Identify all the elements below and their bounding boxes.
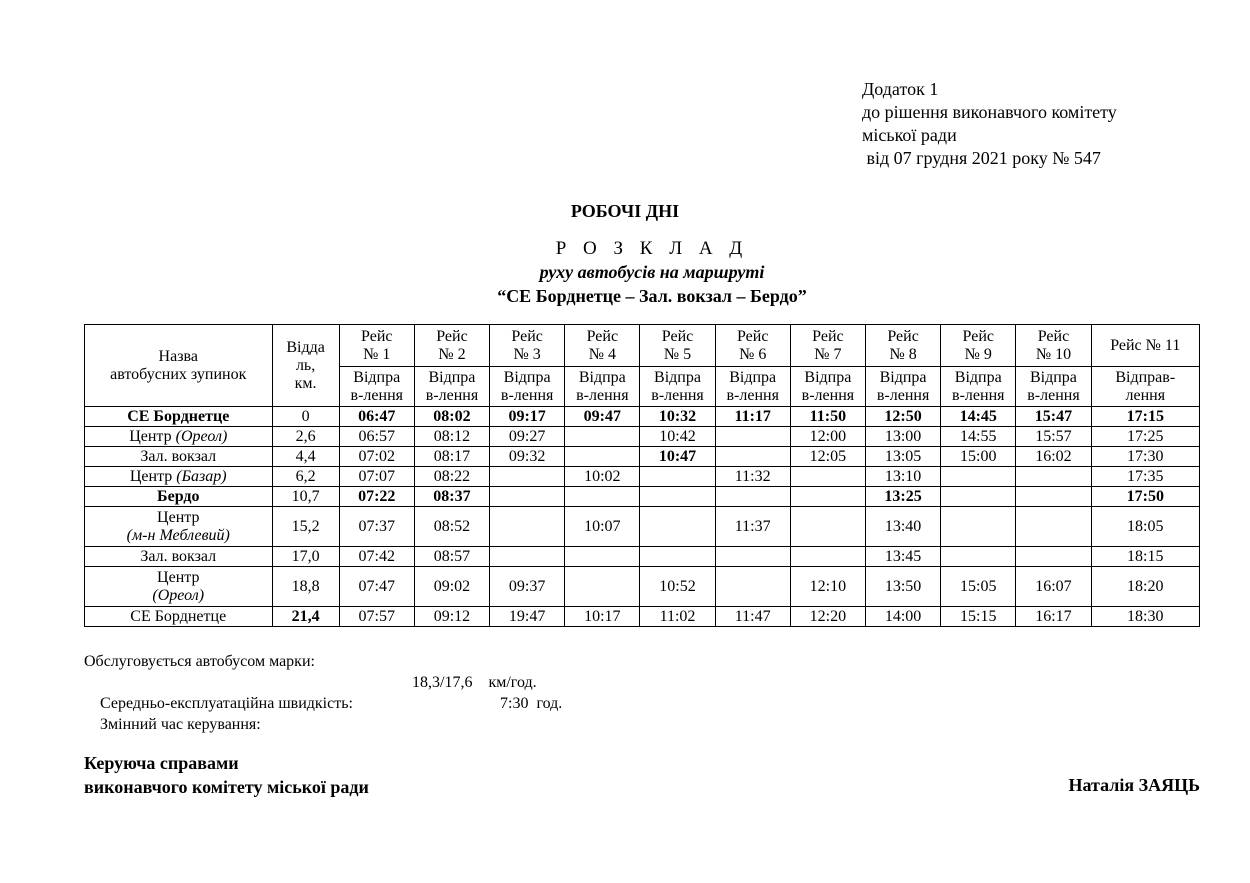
departure-time — [715, 487, 790, 507]
departure-time: 08:52 — [414, 507, 489, 547]
departure-header: Відпра в-лення — [790, 367, 865, 407]
departure-time: 07:37 — [339, 507, 414, 547]
table-row — [85, 407, 1200, 427]
departure-time — [1016, 547, 1091, 567]
annex-line-2: до рішення виконавчого комітету — [862, 102, 1117, 122]
departure-time: 11:47 — [715, 607, 790, 627]
departure-time: 07:07 — [339, 467, 414, 487]
signature-title-line-1: Керуюча справами — [84, 753, 239, 773]
departure-time — [715, 427, 790, 447]
departure-time: 12:05 — [790, 447, 865, 467]
departure-time — [490, 467, 565, 487]
stop-name: СЕ Борднетце — [85, 407, 273, 427]
notes-block — [84, 651, 563, 733]
departure-time: 09:27 — [490, 427, 565, 447]
departure-time: 12:50 — [865, 407, 940, 427]
bus-brand-label: Обслуговується автобусом марки: — [84, 653, 315, 670]
departure-time: 08:17 — [414, 447, 489, 467]
trip-header-3: Рейс № 3 — [490, 325, 565, 367]
departure-time: 12:20 — [790, 607, 865, 627]
departure-time — [565, 427, 640, 447]
trip-header-4: Рейс № 4 — [565, 325, 640, 367]
departure-time: 15:57 — [1016, 427, 1091, 447]
shift-time-value: 7:30 год. — [500, 695, 563, 712]
departure-time — [941, 547, 1016, 567]
departure-time: 11:02 — [640, 607, 715, 627]
departure-time: 10:17 — [565, 607, 640, 627]
distance-km: 10,7 — [272, 487, 339, 507]
departure-time: 10:52 — [640, 567, 715, 607]
trip-header-5: Рейс № 5 — [640, 325, 715, 367]
table-row — [85, 467, 1200, 487]
departure-header: Відпра в-лення — [865, 367, 940, 407]
trip-header-8: Рейс № 8 — [865, 325, 940, 367]
departure-time — [565, 567, 640, 607]
distance-km: 18,8 — [272, 567, 339, 607]
departure-time: 16:17 — [1016, 607, 1091, 627]
distance-km: 4,4 — [272, 447, 339, 467]
departure-time: 17:30 — [1091, 447, 1199, 467]
departure-header: Відпра в-лення — [1016, 367, 1091, 407]
departure-time: 19:47 — [490, 607, 565, 627]
departure-time: 13:05 — [865, 447, 940, 467]
departure-time: 10:47 — [640, 447, 715, 467]
table-row — [85, 607, 1200, 627]
departure-time: 08:12 — [414, 427, 489, 447]
departure-time — [565, 487, 640, 507]
trip-header-7: Рейс № 7 — [790, 325, 865, 367]
departure-time — [790, 507, 865, 547]
departure-time: 07:02 — [339, 447, 414, 467]
departure-time: 08:02 — [414, 407, 489, 427]
departure-time: 07:47 — [339, 567, 414, 607]
shift-time-label: Змінний час керування: — [100, 716, 261, 733]
schedule-subtitle: руху автобусів на маршруті — [539, 262, 765, 282]
departure-time: 10:07 — [565, 507, 640, 547]
departure-time — [490, 487, 565, 507]
departure-time — [941, 507, 1016, 547]
departure-header: Відпра в-лення — [339, 367, 414, 407]
distance-km: 17,0 — [272, 547, 339, 567]
trip-header-6: Рейс № 6 — [715, 325, 790, 367]
departure-time: 14:55 — [941, 427, 1016, 447]
departure-time: 17:50 — [1091, 487, 1199, 507]
departure-time: 13:10 — [865, 467, 940, 487]
schedule-heading: Р О З К Л А Д — [555, 238, 749, 259]
departure-time — [790, 467, 865, 487]
signature-title — [84, 751, 369, 799]
schedule-table — [84, 324, 1200, 627]
departure-time: 18:05 — [1091, 507, 1199, 547]
departure-header: Відпра в-лення — [640, 367, 715, 407]
departure-header: Відпра в-лення — [414, 367, 489, 407]
departure-time: 07:57 — [339, 607, 414, 627]
departure-time: 16:02 — [1016, 447, 1091, 467]
departure-time: 13:25 — [865, 487, 940, 507]
table-row — [85, 487, 1200, 507]
departure-time — [490, 547, 565, 567]
days-heading: РОБОЧІ ДНІ — [570, 201, 680, 221]
speed-value: 18,3/17,6 км/год. — [412, 674, 537, 691]
departure-time: 17:25 — [1091, 427, 1199, 447]
table-row — [85, 427, 1200, 447]
departure-time — [941, 487, 1016, 507]
departure-time: 15:00 — [941, 447, 1016, 467]
departure-time: 11:50 — [790, 407, 865, 427]
departure-time: 11:32 — [715, 467, 790, 487]
stop-name: Центр (Ореол) — [85, 427, 273, 447]
departure-time: 15:15 — [941, 607, 1016, 627]
departure-time: 07:42 — [339, 547, 414, 567]
departure-time: 18:30 — [1091, 607, 1199, 627]
stop-name: Зал. вокзал — [85, 547, 273, 567]
departure-time: 08:22 — [414, 467, 489, 487]
departure-time: 18:15 — [1091, 547, 1199, 567]
stop-name: Центр (Базар) — [85, 467, 273, 487]
departure-time: 06:47 — [339, 407, 414, 427]
departure-time: 09:32 — [490, 447, 565, 467]
stop-name: СЕ Борднетце — [85, 607, 273, 627]
annex-line-3: міської ради — [862, 125, 957, 145]
departure-time — [790, 547, 865, 567]
departure-time: 08:57 — [414, 547, 489, 567]
departure-time: 16:07 — [1016, 567, 1091, 607]
departure-time — [1016, 507, 1091, 547]
departure-time: 17:35 — [1091, 467, 1199, 487]
departure-time — [715, 447, 790, 467]
departure-time: 11:37 — [715, 507, 790, 547]
departure-time — [640, 507, 715, 547]
distance-header: Віддa ль, км. — [272, 325, 339, 407]
departure-time: 15:47 — [1016, 407, 1091, 427]
departure-time: 09:17 — [490, 407, 565, 427]
signatory-name: Наталія ЗАЯЦЬ — [1068, 775, 1200, 795]
trip-header-2: Рейс № 2 — [414, 325, 489, 367]
stop-name-header: Назва автобусних зупинок — [85, 325, 273, 407]
departure-time: 14:45 — [941, 407, 1016, 427]
departure-time: 09:12 — [414, 607, 489, 627]
departure-time: 12:10 — [790, 567, 865, 607]
departure-time — [490, 507, 565, 547]
distance-km: 0 — [272, 407, 339, 427]
departure-time — [640, 547, 715, 567]
departure-time — [640, 467, 715, 487]
stop-name: Зал. вокзал — [85, 447, 273, 467]
departure-time: 10:32 — [640, 407, 715, 427]
departure-time: 18:20 — [1091, 567, 1199, 607]
departure-header: Відпра в-лення — [565, 367, 640, 407]
departure-time: 11:17 — [715, 407, 790, 427]
departure-time: 09:02 — [414, 567, 489, 607]
stop-name: Центр (Ореол) — [85, 567, 273, 607]
departure-time: 13:00 — [865, 427, 940, 447]
trip-header-10: Рейс № 10 — [1016, 325, 1091, 367]
trip-header-1: Рейс № 1 — [339, 325, 414, 367]
annex-block — [862, 78, 1117, 170]
trip-header-11: Рейс № 11 — [1091, 325, 1199, 367]
signature-title-line-2: виконавчого комітету міської ради — [84, 777, 369, 797]
distance-km: 15,2 — [272, 507, 339, 547]
trip-header-9: Рейс № 9 — [941, 325, 1016, 367]
departure-header: Відпра в-лення — [715, 367, 790, 407]
distance-km: 2,6 — [272, 427, 339, 447]
departure-time: 09:47 — [565, 407, 640, 427]
departure-time: 17:15 — [1091, 407, 1199, 427]
departure-time: 13:45 — [865, 547, 940, 567]
departure-time — [941, 467, 1016, 487]
departure-time: 09:37 — [490, 567, 565, 607]
route-name: “СЕ Борднетце – Зал. вокзал – Бердо” — [497, 286, 807, 306]
departure-time: 14:00 — [865, 607, 940, 627]
departure-time: 13:40 — [865, 507, 940, 547]
stop-name: Бердо — [85, 487, 273, 507]
departure-header: Відпра в-лення — [490, 367, 565, 407]
departure-time — [715, 547, 790, 567]
departure-header: Відпра в-лення — [941, 367, 1016, 407]
departure-time — [565, 447, 640, 467]
speed-label: Середньо-експлуатаційна швидкість: — [100, 695, 353, 712]
departure-time — [1016, 487, 1091, 507]
departure-time: 06:57 — [339, 427, 414, 447]
distance-km: 6,2 — [272, 467, 339, 487]
departure-time — [565, 547, 640, 567]
departure-time: 08:37 — [414, 487, 489, 507]
stop-name: Центр (м-н Меблевий) — [85, 507, 273, 547]
annex-line-4: від 07 грудня 2021 року № 547 — [862, 148, 1101, 168]
departure-time — [1016, 467, 1091, 487]
departure-time — [640, 487, 715, 507]
departure-header: Відправ- лення — [1091, 367, 1199, 407]
departure-time: 10:02 — [565, 467, 640, 487]
departure-time: 13:50 — [865, 567, 940, 607]
departure-time: 10:42 — [640, 427, 715, 447]
table-row — [85, 547, 1200, 567]
departure-time: 07:22 — [339, 487, 414, 507]
table-row — [85, 447, 1200, 467]
table-row — [85, 507, 1200, 547]
annex-line-1: Додаток 1 — [862, 79, 939, 99]
departure-time — [790, 487, 865, 507]
departure-time: 12:00 — [790, 427, 865, 447]
distance-km: 21,4 — [272, 607, 339, 627]
departure-time — [715, 567, 790, 607]
table-row — [85, 567, 1200, 607]
departure-time: 15:05 — [941, 567, 1016, 607]
